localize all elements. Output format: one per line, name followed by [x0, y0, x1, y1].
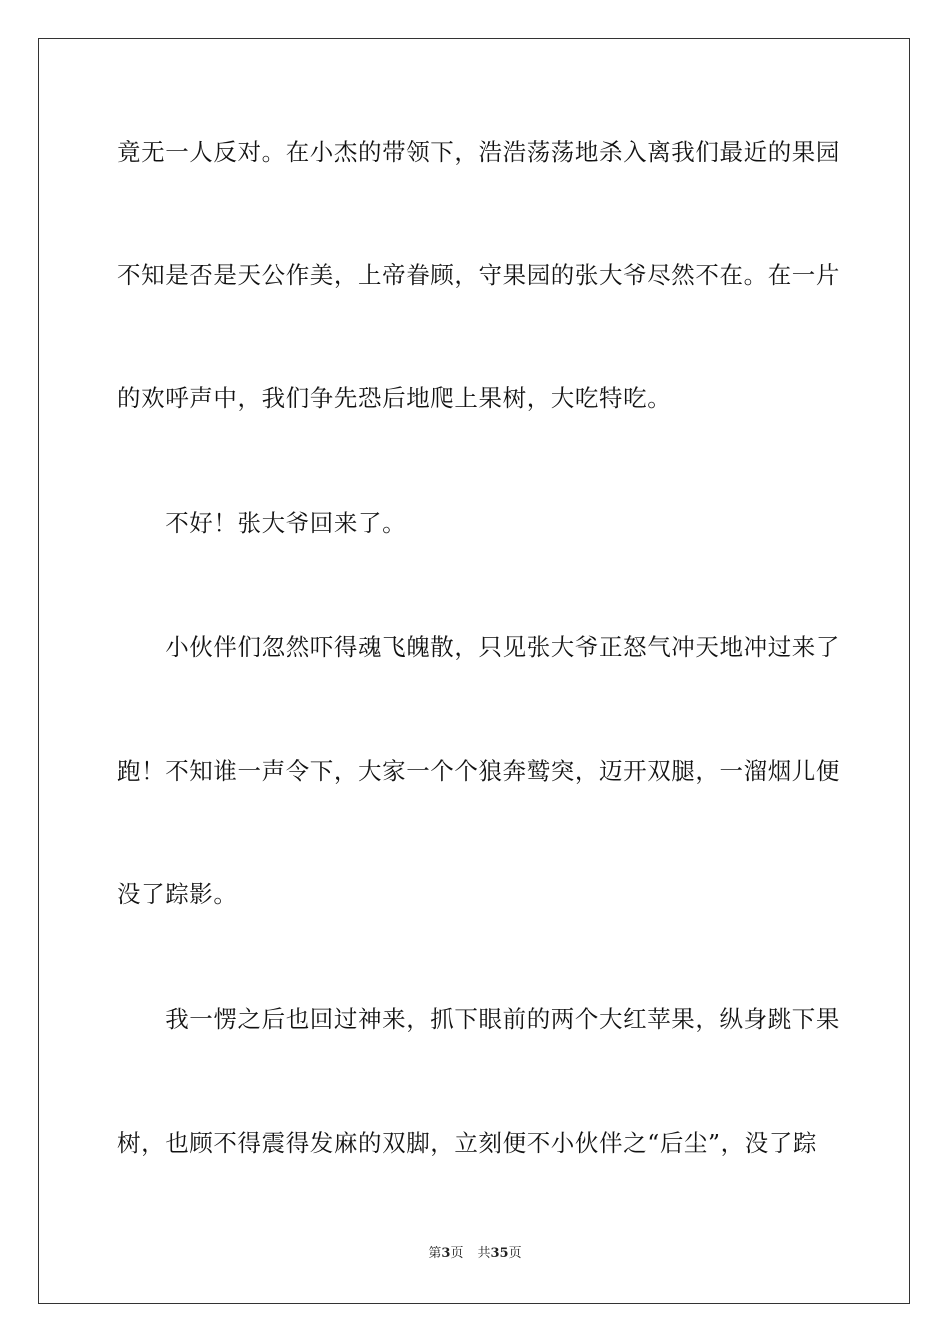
text-line-4: 不好！张大爷回来了。: [117, 509, 407, 537]
total-suffix: 页: [508, 1246, 522, 1261]
page-border: [38, 38, 910, 1304]
text-line-1: 竟无一人反对。在小杰的带领下，浩浩荡荡地杀入离我们最近的果园: [117, 138, 840, 166]
page-suffix: 页: [450, 1246, 464, 1261]
text-line-2: 不知是否是天公作美，上帝眷顾，守果园的张大爷尽然不在。在一片: [117, 261, 840, 289]
text-line-7: 没了踪影。: [117, 880, 238, 908]
text-line-3: 的欢呼声中，我们争先恐后地爬上果树，大吃特吃。: [117, 384, 672, 412]
text-line-5: 小伙伴们忽然吓得魂飞魄散，只见张大爷正怒气冲天地冲过来了: [117, 633, 840, 661]
page-footer: [0, 1245, 950, 1263]
text-line-8: 我一愣之后也回过神来，抓下眼前的两个大红苹果，纵身跳下果: [117, 1005, 840, 1033]
total-prefix: 共: [477, 1246, 491, 1261]
text-line-6: 跑！不知谁一声令下，大家一个个狼奔鹫突，迈开双腿，一溜烟儿便: [117, 757, 840, 785]
total-pages: 35: [490, 1246, 509, 1261]
page-number: 3: [441, 1246, 451, 1261]
page-prefix: 第: [428, 1246, 442, 1261]
text-line-9: 树，也顾不得震得发麻的双脚，立刻便不小伙伴之“后尘”，没了踪: [117, 1129, 818, 1157]
